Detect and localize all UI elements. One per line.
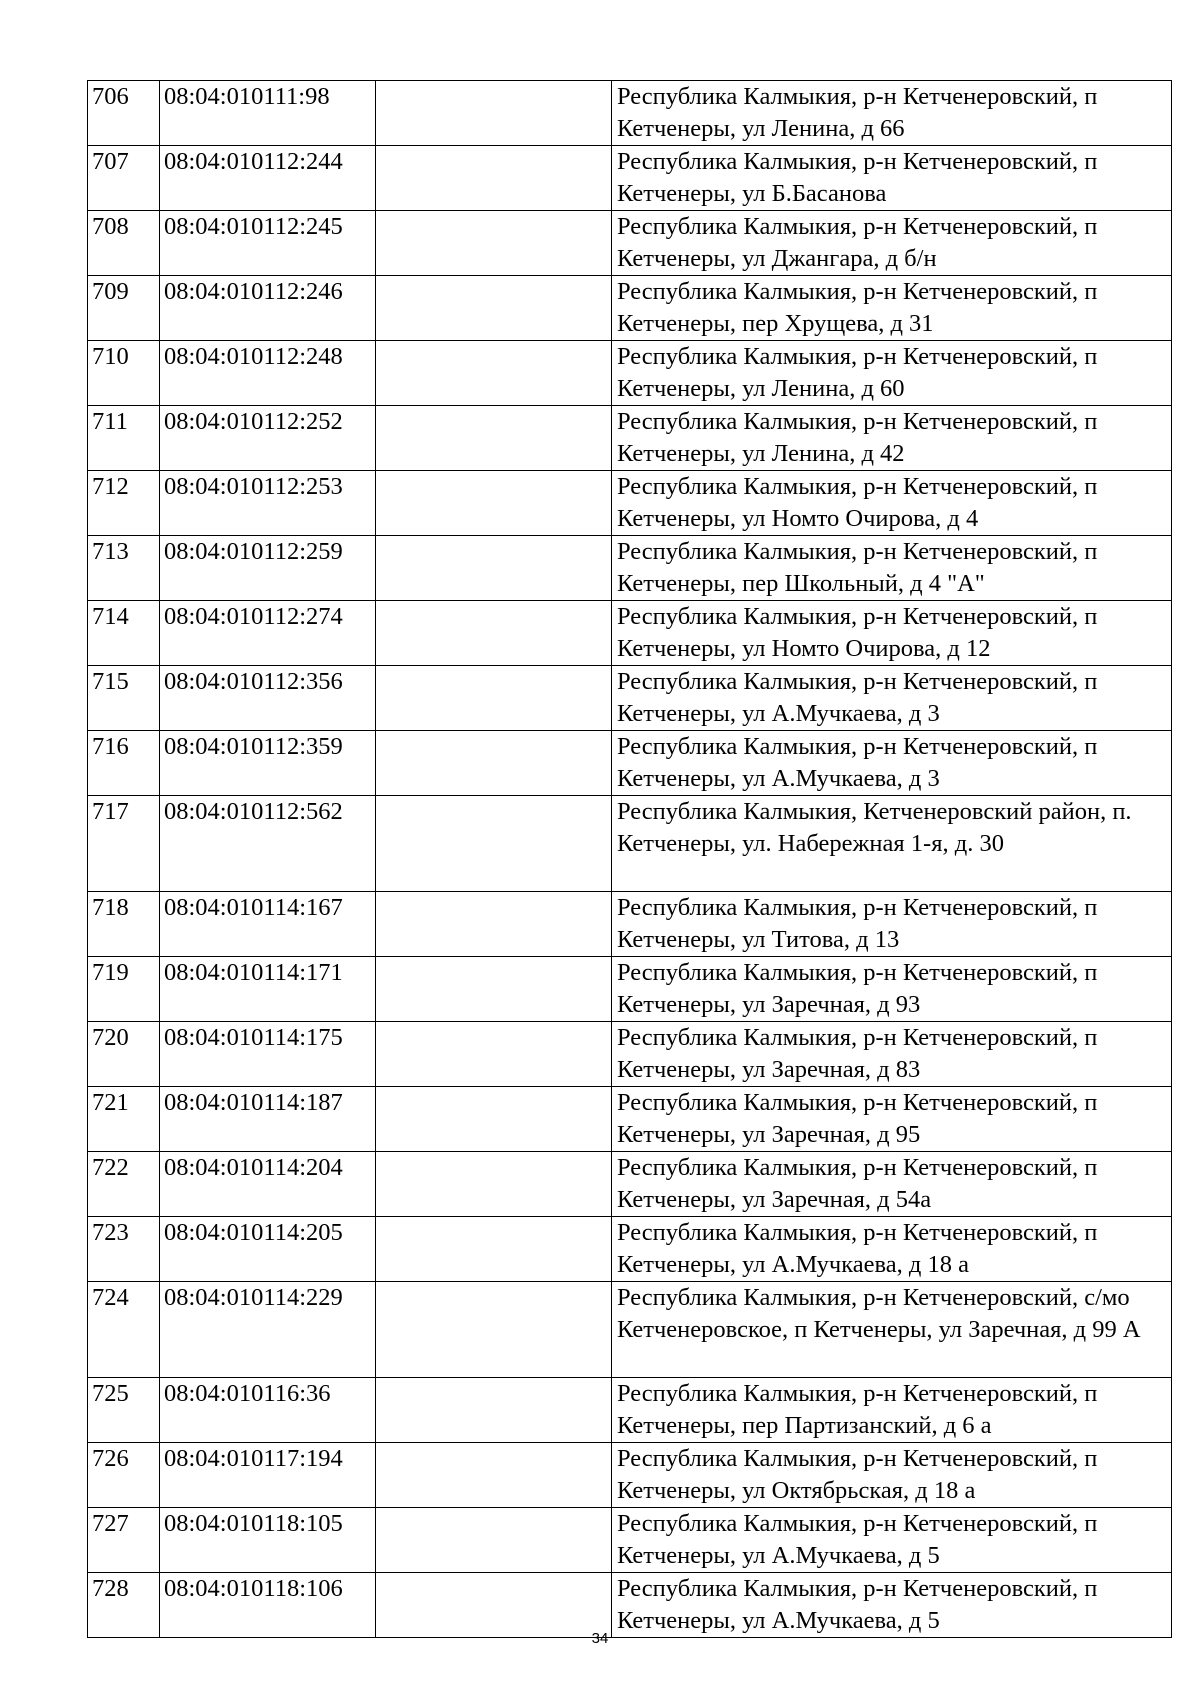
row-number-cell: 711 bbox=[88, 406, 160, 471]
empty-cell bbox=[376, 1087, 612, 1152]
empty-cell bbox=[376, 796, 612, 892]
table-row bbox=[88, 1217, 1172, 1282]
empty-cell bbox=[376, 1443, 612, 1508]
address-cell: Республика Калмыкия, р-н Кетченеровский, с/мо Кетченеровское, п Кетченеры, ул Заречная, д 99 А bbox=[612, 1282, 1172, 1378]
cadastral-number-cell: 08:04:010117:194 bbox=[160, 1443, 376, 1508]
row-number-cell: 724 bbox=[88, 1282, 160, 1378]
address-cell: Республика Калмыкия, р-н Кетченеровский, п Кетченеры, пер Школьный, д 4 "А" bbox=[612, 536, 1172, 601]
address-cell: Республика Калмыкия, р-н Кетченеровский, п Кетченеры, ул Номто Очирова, д 4 bbox=[612, 471, 1172, 536]
cadastral-number-cell: 08:04:010118:106 bbox=[160, 1573, 376, 1638]
row-number-cell: 712 bbox=[88, 471, 160, 536]
cadastral-number-cell: 08:04:010112:359 bbox=[160, 731, 376, 796]
empty-cell bbox=[376, 1378, 612, 1443]
row-number-cell: 717 bbox=[88, 796, 160, 892]
row-number-cell: 726 bbox=[88, 1443, 160, 1508]
table-row bbox=[88, 1378, 1172, 1443]
address-cell: Республика Калмыкия, р-н Кетченеровский, п Кетченеры, ул Ленина, д 60 bbox=[612, 341, 1172, 406]
address-cell: Республика Калмыкия, р-н Кетченеровский, п Кетченеры, ул А.Мучкаева, д 18 а bbox=[612, 1217, 1172, 1282]
row-number-cell: 707 bbox=[88, 146, 160, 211]
row-number-cell: 718 bbox=[88, 892, 160, 957]
empty-cell bbox=[376, 276, 612, 341]
table-row bbox=[88, 892, 1172, 957]
cadastral-number-cell: 08:04:010112:253 bbox=[160, 471, 376, 536]
address-cell: Республика Калмыкия, р-н Кетченеровский, п Кетченеры, ул Заречная, д 95 bbox=[612, 1087, 1172, 1152]
empty-cell bbox=[376, 666, 612, 731]
cadastral-number-cell: 08:04:010112:246 bbox=[160, 276, 376, 341]
table-row bbox=[88, 731, 1172, 796]
cadastral-number-cell: 08:04:010112:274 bbox=[160, 601, 376, 666]
row-number-cell: 728 bbox=[88, 1573, 160, 1638]
table-row bbox=[88, 1573, 1172, 1638]
address-cell: Республика Калмыкия, р-н Кетченеровский, п Кетченеры, ул А.Мучкаева, д 5 bbox=[612, 1573, 1172, 1638]
row-number-cell: 716 bbox=[88, 731, 160, 796]
property-table-body bbox=[88, 81, 1172, 1638]
address-cell: Республика Калмыкия, р-н Кетченеровский, п Кетченеры, ул Заречная, д 83 bbox=[612, 1022, 1172, 1087]
empty-cell bbox=[376, 471, 612, 536]
empty-cell bbox=[376, 341, 612, 406]
table-row bbox=[88, 796, 1172, 892]
empty-cell bbox=[376, 892, 612, 957]
table-row bbox=[88, 146, 1172, 211]
cadastral-number-cell: 08:04:010114:187 bbox=[160, 1087, 376, 1152]
page-number: 34 bbox=[591, 1630, 609, 1647]
table-row bbox=[88, 211, 1172, 276]
empty-cell bbox=[376, 601, 612, 666]
table-row bbox=[88, 1282, 1172, 1378]
cadastral-number-cell: 08:04:010112:252 bbox=[160, 406, 376, 471]
address-cell: Республика Калмыкия, р-н Кетченеровский, п Кетченеры, пер Хрущева, д 31 bbox=[612, 276, 1172, 341]
table-row bbox=[88, 341, 1172, 406]
table-row bbox=[88, 666, 1172, 731]
table-row bbox=[88, 1443, 1172, 1508]
cadastral-number-cell: 08:04:010114:205 bbox=[160, 1217, 376, 1282]
empty-cell bbox=[376, 1022, 612, 1087]
empty-cell bbox=[376, 536, 612, 601]
cadastral-number-cell: 08:04:010111:98 bbox=[160, 81, 376, 146]
cadastral-number-cell: 08:04:010114:167 bbox=[160, 892, 376, 957]
empty-cell bbox=[376, 81, 612, 146]
row-number-cell: 713 bbox=[88, 536, 160, 601]
row-number-cell: 722 bbox=[88, 1152, 160, 1217]
address-cell: Республика Калмыкия, р-н Кетченеровский, п Кетченеры, ул Номто Очирова, д 12 bbox=[612, 601, 1172, 666]
row-number-cell: 720 bbox=[88, 1022, 160, 1087]
empty-cell bbox=[376, 957, 612, 1022]
cadastral-number-cell: 08:04:010116:36 bbox=[160, 1378, 376, 1443]
empty-cell bbox=[376, 1508, 612, 1573]
table-row bbox=[88, 601, 1172, 666]
row-number-cell: 725 bbox=[88, 1378, 160, 1443]
row-number-cell: 721 bbox=[88, 1087, 160, 1152]
cadastral-number-cell: 08:04:010112:356 bbox=[160, 666, 376, 731]
empty-cell bbox=[376, 1152, 612, 1217]
address-cell: Республика Калмыкия, р-н Кетченеровский, п Кетченеры, ул Б.Басанова bbox=[612, 146, 1172, 211]
empty-cell bbox=[376, 211, 612, 276]
cadastral-number-cell: 08:04:010114:204 bbox=[160, 1152, 376, 1217]
address-cell: Республика Калмыкия, Кетченеровский район, п. Кетченеры, ул. Набережная 1-я, д. 30 bbox=[612, 796, 1172, 892]
table-row bbox=[88, 536, 1172, 601]
table-row bbox=[88, 276, 1172, 341]
row-number-cell: 706 bbox=[88, 81, 160, 146]
empty-cell bbox=[376, 1282, 612, 1378]
address-cell: Республика Калмыкия, р-н Кетченеровский, п Кетченеры, ул Заречная, д 54а bbox=[612, 1152, 1172, 1217]
cadastral-number-cell: 08:04:010114:171 bbox=[160, 957, 376, 1022]
row-number-cell: 709 bbox=[88, 276, 160, 341]
table-row bbox=[88, 471, 1172, 536]
address-cell: Республика Калмыкия, р-н Кетченеровский, п Кетченеры, ул А.Мучкаева, д 5 bbox=[612, 1508, 1172, 1573]
table-row bbox=[88, 1508, 1172, 1573]
address-cell: Республика Калмыкия, р-н Кетченеровский, п Кетченеры, ул А.Мучкаева, д 3 bbox=[612, 731, 1172, 796]
cadastral-number-cell: 08:04:010112:259 bbox=[160, 536, 376, 601]
table-row bbox=[88, 1152, 1172, 1217]
row-number-cell: 714 bbox=[88, 601, 160, 666]
address-cell: Республика Калмыкия, р-н Кетченеровский, п Кетченеры, ул Джангара, д б/н bbox=[612, 211, 1172, 276]
cadastral-number-cell: 08:04:010112:248 bbox=[160, 341, 376, 406]
table-row bbox=[88, 1087, 1172, 1152]
address-cell: Республика Калмыкия, р-н Кетченеровский, п Кетченеры, ул Ленина, д 66 bbox=[612, 81, 1172, 146]
empty-cell bbox=[376, 406, 612, 471]
row-number-cell: 715 bbox=[88, 666, 160, 731]
empty-cell bbox=[376, 1573, 612, 1638]
cadastral-number-cell: 08:04:010114:229 bbox=[160, 1282, 376, 1378]
property-table bbox=[87, 80, 1172, 1638]
address-cell: Республика Калмыкия, р-н Кетченеровский, п Кетченеры, ул Октябрьская, д 18 а bbox=[612, 1443, 1172, 1508]
empty-cell bbox=[376, 1217, 612, 1282]
address-cell: Республика Калмыкия, р-н Кетченеровский, п Кетченеры, пер Партизанский, д 6 а bbox=[612, 1378, 1172, 1443]
cadastral-number-cell: 08:04:010112:562 bbox=[160, 796, 376, 892]
address-cell: Республика Калмыкия, р-н Кетченеровский, п Кетченеры, ул Ленина, д 42 bbox=[612, 406, 1172, 471]
cadastral-number-cell: 08:04:010112:244 bbox=[160, 146, 376, 211]
table-row bbox=[88, 406, 1172, 471]
row-number-cell: 727 bbox=[88, 1508, 160, 1573]
row-number-cell: 723 bbox=[88, 1217, 160, 1282]
address-cell: Республика Калмыкия, р-н Кетченеровский, п Кетченеры, ул Заречная, д 93 bbox=[612, 957, 1172, 1022]
empty-cell bbox=[376, 731, 612, 796]
cadastral-number-cell: 08:04:010114:175 bbox=[160, 1022, 376, 1087]
table-row bbox=[88, 1022, 1172, 1087]
row-number-cell: 710 bbox=[88, 341, 160, 406]
cadastral-number-cell: 08:04:010112:245 bbox=[160, 211, 376, 276]
cadastral-number-cell: 08:04:010118:105 bbox=[160, 1508, 376, 1573]
table-row bbox=[88, 957, 1172, 1022]
row-number-cell: 719 bbox=[88, 957, 160, 1022]
address-cell: Республика Калмыкия, р-н Кетченеровский, п Кетченеры, ул А.Мучкаева, д 3 bbox=[612, 666, 1172, 731]
address-cell: Республика Калмыкия, р-н Кетченеровский, п Кетченеры, ул Титова, д 13 bbox=[612, 892, 1172, 957]
table-row bbox=[88, 81, 1172, 146]
empty-cell bbox=[376, 146, 612, 211]
row-number-cell: 708 bbox=[88, 211, 160, 276]
